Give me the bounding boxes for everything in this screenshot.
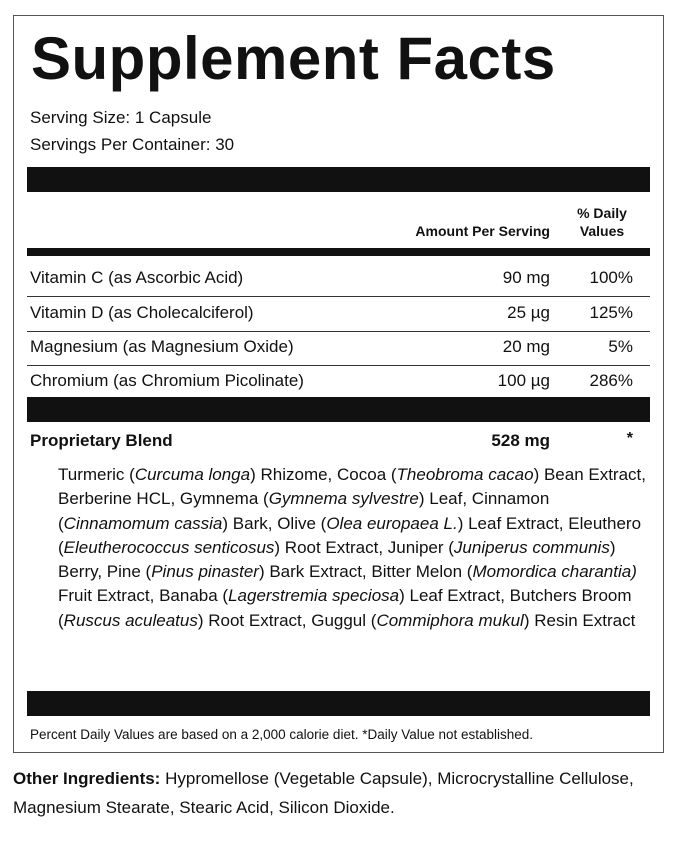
thick-divider-middle — [27, 397, 650, 422]
botanical-name: Olea europaea L. — [326, 513, 458, 533]
ingredient-text: ) Bark, Olive ( — [222, 513, 327, 533]
botanical-name: Curcuma longa — [134, 465, 251, 484]
proprietary-blend-amount: 528 mg — [491, 431, 550, 450]
other-ingredients-text: Hypromellose (Vegetable Capsule), Microcrystalline Cellulose, Magnesium Stearate, Stearic Acid, Silicon Dioxide. — [13, 769, 634, 817]
ingredient-text: ) Root Extract, Juniper ( — [274, 537, 454, 557]
ingredient-text: ) Leaf, Cinnamon ( — [58, 489, 550, 533]
panel-title: Supplement Facts — [31, 25, 556, 92]
daily-values-header-line1: % Daily — [577, 205, 627, 221]
ingredient-text: Turmeric ( — [58, 465, 135, 484]
thick-divider-top — [27, 167, 650, 192]
ingredient-text: ) Resin Extract — [523, 610, 636, 630]
botanical-name: Gymnema sylvestre — [268, 489, 419, 509]
medium-divider — [27, 248, 650, 256]
daily-value-footnote: Percent Daily Values are based on a 2,000 calorie diet. *Daily Value not established. — [30, 727, 534, 742]
nutrient-name: Vitamin D (as Cholecalciferol) — [30, 303, 254, 322]
supplement-facts-panel — [13, 15, 664, 753]
row-divider — [27, 365, 650, 366]
proprietary-blend-ingredients — [58, 463, 648, 633]
ingredient-text: Fruit Extract, Banaba ( — [58, 586, 229, 606]
botanical-name: Juniperus communis — [453, 537, 610, 557]
botanical-name: Pinus pinaster — [151, 562, 259, 582]
servings-per-container: Servings Per Container: 30 — [30, 135, 235, 154]
ingredient-text: ) Berry, Pine ( — [58, 537, 616, 582]
nutrient-name: Magnesium (as Magnesium Oxide) — [30, 337, 294, 356]
nutrient-amount: 25 µg — [507, 303, 550, 322]
botanical-name: Eleutherococcus senticosus — [63, 537, 275, 557]
nutrient-daily-value: 5% — [608, 337, 633, 356]
row-divider — [27, 296, 650, 297]
botanical-name: Cinnamomum cassia — [63, 513, 223, 533]
daily-values-header — [568, 204, 636, 240]
daily-values-header-line2: Values — [579, 223, 625, 239]
ingredient-text: ) Leaf Extract, Eleuthero ( — [58, 513, 642, 557]
amount-per-serving-header: Amount Per Serving — [415, 223, 550, 239]
row-divider — [27, 331, 650, 332]
botanical-name: Commiphora mukul — [376, 610, 524, 630]
other-ingredients-label: Other Ingredients: — [13, 769, 161, 788]
nutrient-name: Chromium (as Chromium Picolinate) — [30, 371, 304, 390]
botanical-name: Ruscus aculeatus — [63, 610, 198, 630]
botanical-name: Lagerstremia speciosa — [228, 586, 400, 606]
nutrient-amount: 90 mg — [502, 268, 550, 287]
ingredient-text: ) Bark Extract, Bitter Melon ( — [258, 562, 473, 582]
thick-divider-bottom — [27, 691, 650, 716]
proprietary-blend-daily-value: * — [626, 430, 633, 447]
nutrient-name: Vitamin C (as Ascorbic Acid) — [30, 268, 244, 287]
nutrient-amount: 20 mg — [502, 337, 550, 356]
serving-size: Serving Size: 1 Capsule — [30, 108, 212, 127]
ingredient-text: ) Rhizome, Cocoa ( — [250, 465, 397, 484]
proprietary-blend-name: Proprietary Blend — [30, 431, 173, 450]
ingredient-text: ) Root Extract, Guggul ( — [197, 610, 377, 630]
nutrient-daily-value: 100% — [589, 268, 633, 287]
other-ingredients — [13, 764, 663, 822]
nutrient-daily-value: 286% — [589, 371, 633, 390]
ingredient-text: ) Bean Extract, Berberine HCL, Gymnema ( — [58, 465, 646, 509]
botanical-name: Momordica charantia) — [472, 562, 637, 582]
ingredient-text: ) Leaf Extract, Butchers Broom ( — [58, 586, 632, 630]
nutrient-daily-value: 125% — [589, 303, 633, 322]
botanical-name: Theobroma cacao — [396, 465, 534, 484]
nutrient-amount: 100 µg — [497, 371, 550, 390]
